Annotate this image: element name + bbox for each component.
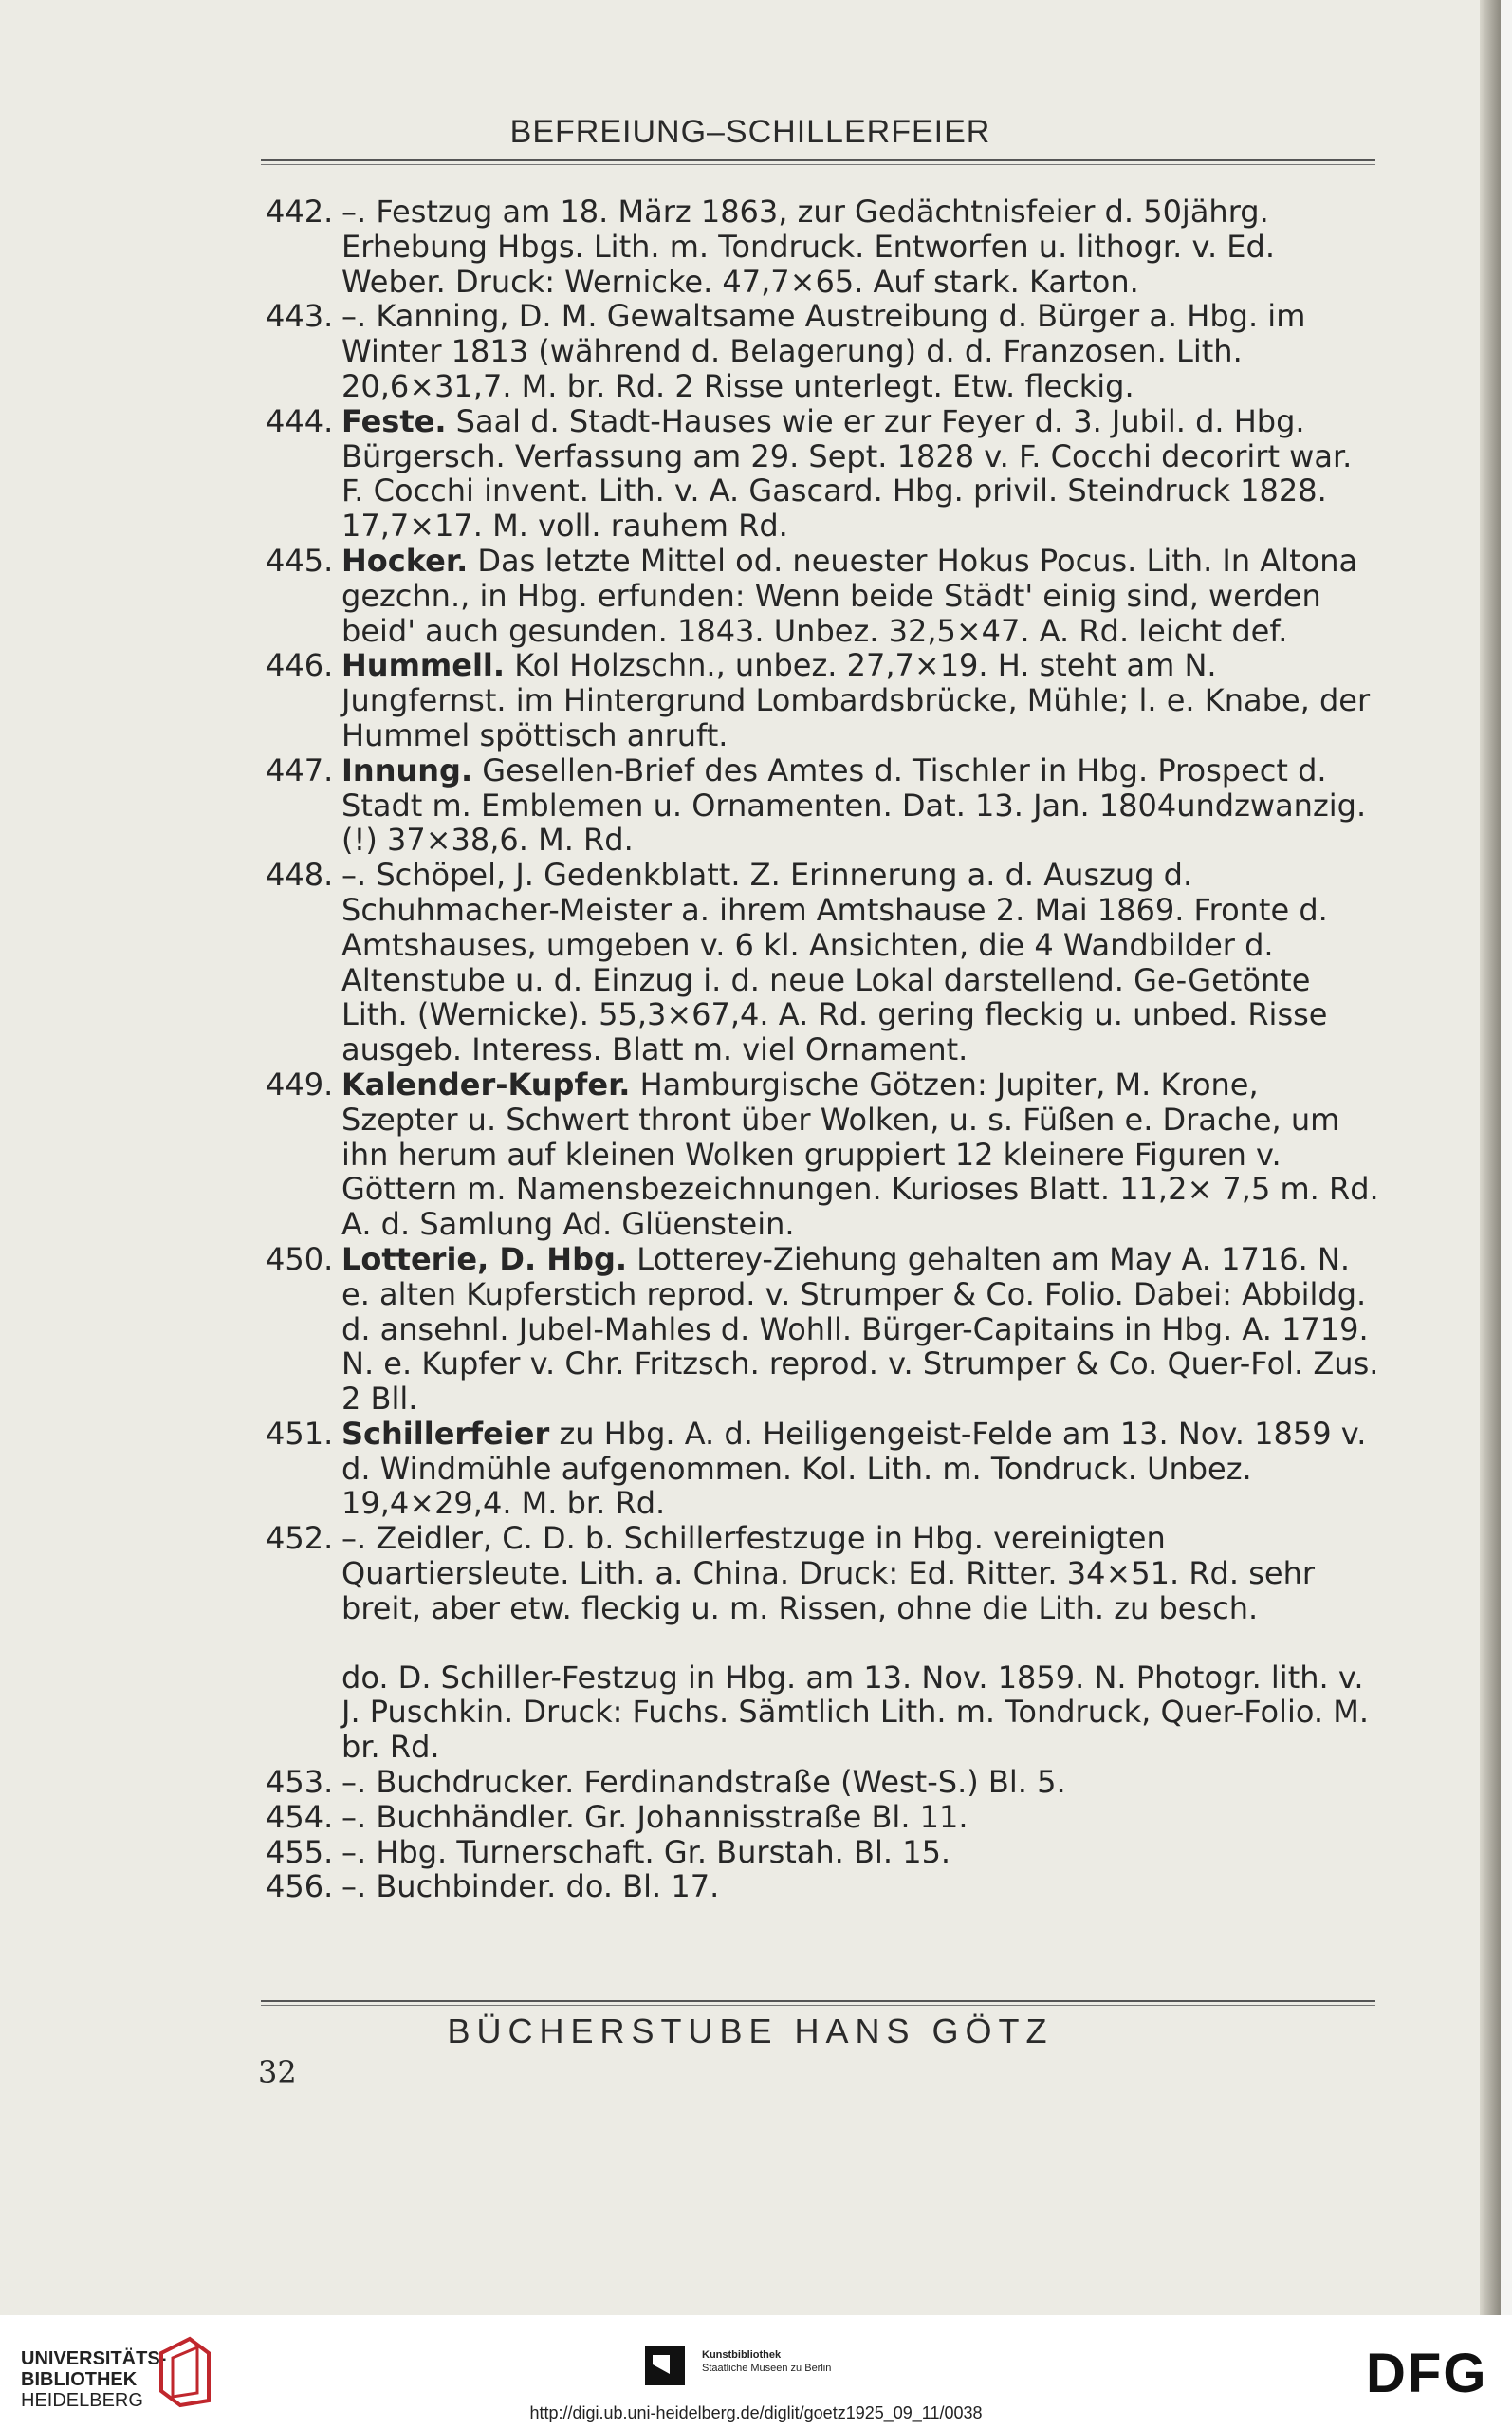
- catalogue-entry: [256, 1835, 1380, 1870]
- ub-logo-line2: BIBLIOTHEK: [21, 2369, 138, 2390]
- ub-logo-line1: UNIVERSITÄTS-: [21, 2348, 167, 2369]
- entry-keyword: Hummell.: [341, 647, 506, 684]
- entry-number: 447.: [266, 751, 334, 788]
- ub-logo-line3: HEIDELBERG: [21, 2390, 143, 2411]
- entry-text: zu Hbg. A. d. Heiligengeist-Felde am 13. Nov. 1859 v. d. Windmühle aufgenommen. Kol. Lith. m. Tondruck. Unbez. 19,4×29,4. M. br. Rd.: [341, 1415, 1367, 1522]
- entry-keyword: Innung.: [341, 751, 473, 788]
- catalogue-entry: [256, 1521, 1380, 1625]
- entry-text: Kol Holzschn., unbez. 27,7×19. H. steht am N. Jungfernst. im Hintergrund Lombardsbrücke, Mühle; l. e. Knabe, der Hummel spöttisch anruft.: [341, 647, 1371, 753]
- entry-text: –. Festzug am 18. März 1863, zur Gedächtnisfeier d. 50jährg. Erhebung Hbgs. Lith. m. Tondruck. Entworfen u. lithogr. v. Ed. Weber. Druck: Wernicke. 47,7×65. Auf stark. Karton.: [341, 194, 1275, 300]
- catalogue-entry: [256, 544, 1380, 648]
- entry-keyword: Kalender-Kupfer.: [341, 1066, 631, 1103]
- catalogue-entry: [256, 1800, 1380, 1835]
- dfg-logo: DFG: [1366, 2343, 1488, 2404]
- entry-text: –. Buchdrucker. Ferdinandstraße (West-S.) Bl. 5.: [341, 1764, 1066, 1801]
- kb-line2: Staatliche Museen zu Berlin: [702, 2363, 832, 2374]
- entry-number: 443.: [266, 298, 334, 335]
- page-url[interactable]: http://digi.ub.uni-heidelberg.de/diglit/goetz1925_09_11/0038: [529, 2403, 983, 2422]
- entry-text: –. Buchbinder. do. Bl. 17.: [341, 1868, 720, 1905]
- entry-text: –. Hbg. Turnerschaft. Gr. Burstah. Bl. 15.: [341, 1833, 951, 1870]
- kunstbibliothek-text: [702, 2348, 831, 2375]
- entry-text: Saal d. Stadt-Hauses wie er zur Feyer d. 3. Jubil. d. Hbg. Bürgersch. Verfassung am 29. Sept. 1828 v. F. Cocchi decorirt war. F. Cocchi invent. Lith. v. A. Gascard. Hbg. privil. Steindruck 1828. 17,7×17. M. voll. rauhem Rd.: [341, 402, 1353, 545]
- catalogue-entry: [256, 195, 1380, 299]
- entry-text: –. Zeidler, C. D. b. Schillerfestzuge in Hbg. vereinigten Quartiersleute. Lith. a. China. Druck: Ed. Ritter. 34×51. Rd. sehr breit, aber etw. fleckig u. m. Rissen, ohne die Lith. zu besch.: [341, 1520, 1315, 1626]
- entry-keyword: Schillerfeier: [341, 1415, 550, 1452]
- entry-number: 454.: [266, 1798, 334, 1835]
- entry-number: 445.: [266, 542, 334, 579]
- ub-emblem-icon: [152, 2334, 218, 2410]
- page-edge-shadow: [1480, 0, 1501, 2315]
- entry-text: Hamburgische Götzen: Jupiter, M. Krone, Szepter u. Schwert thront über Wolken, u. s. Füßen e. Drache, um ihn herum auf kleinen Wolken gruppiert 12 kleinere Figuren v. Göttern m. Namensbezeichnungen. Kurioses Blatt. 11,2× 7,5 m. Rd. A. d. Samlung Ad. Glüenstein.: [341, 1066, 1379, 1243]
- catalogue-entry: [256, 404, 1380, 544]
- page-number: 32: [258, 2054, 297, 2090]
- catalogue-entry: [256, 648, 1380, 752]
- entry-number: 450.: [266, 1240, 334, 1277]
- footer-rule-bottom: [261, 2005, 1375, 2006]
- catalogue-entry: [256, 753, 1380, 858]
- catalogue-entries: [256, 195, 1380, 1904]
- catalogue-entry: [256, 1765, 1380, 1800]
- entry-number: 444.: [266, 402, 334, 439]
- entry-keyword: Feste.: [341, 402, 447, 439]
- catalogue-entry: [256, 1660, 1380, 1765]
- entry-text: Das letzte Mittel od. neuester Hokus Pocus. Lith. In Altona gezchn., in Hbg. erfunden: Wenn beide Städt' einig sind, werden beid' auch gesunden. 1843. Unbez. 32,5×47. A. Rd. leicht def.: [341, 542, 1358, 649]
- entry-number: 455.: [266, 1833, 334, 1870]
- header-rule-bottom: [261, 164, 1375, 165]
- catalogue-entry: [256, 1869, 1380, 1904]
- kb-line1: Kunstbibliothek: [702, 2349, 782, 2361]
- entry-text: do. D. Schiller-Festzug in Hbg. am 13. Nov. 1859. N. Photogr. lith. v. J. Puschkin. Druck: Fuchs. Sämtlich Lith. m. Tondruck, Quer-Folio. M. br. Rd.: [341, 1659, 1370, 1766]
- catalogue-entry: [256, 858, 1380, 1067]
- catalogue-entry: [256, 1417, 1380, 1521]
- entry-keyword: Lotterie, D. Hbg.: [341, 1240, 628, 1277]
- entry-keyword: Hocker.: [341, 542, 469, 579]
- entry-text: –. Kanning, D. M. Gewaltsame Austreibung d. Bürger a. Hbg. im Winter 1813 (während d. Belagerung) d. d. Franzosen. Lith. 20,6×31,7. M. br. Rd. 2 Risse unterlegt. Etw. fleckig.: [341, 298, 1306, 404]
- entry-number: 449.: [266, 1066, 334, 1103]
- entry-number: 446.: [266, 647, 334, 684]
- running-head: BEFREIUNG–SCHILLERFEIER: [509, 114, 991, 150]
- entry-text: Lotterey-Ziehung gehalten am May A. 1716. N. e. alten Kupferstich reprod. v. Strumper & Co. Folio. Dabei: Abbildg. d. ansehnl. Jubel-Mahles d. Wohll. Bürger-Capitains in Hbg. A. 1719. N. e. Kupfer v. Chr. Fritzsch. reprod. v. Strumper & Co. Quer-Fol. Zus. 2 Bll.: [341, 1240, 1379, 1418]
- entry-text: –. Schöpel, J. Gedenkblatt. Z. Erinnerung a. d. Auszug d. Schuhmacher-Meister a. ihrem Amtshause 2. Mai 1869. Fronte d. Amtshauses, umgeben v. 6 kl. Ansichten, die 4 Wandbilder d. Altenstube u. d. Einzug i. d. neue Lokal darstellend. Ge-Getönte Lith. (Wernicke). 55,3×67,4. A. Rd. gering fleckig u. unbed. Risse ausgeb. Interess. Blatt m. viel Ornament.: [341, 857, 1328, 1068]
- entry-number: 442.: [266, 194, 334, 230]
- ub-heidelberg-logo[interactable]: [21, 2348, 166, 2411]
- header-rule-top: [261, 159, 1375, 161]
- entry-number: 452.: [266, 1520, 334, 1557]
- catalogue-entry: [256, 1242, 1380, 1417]
- footer-title: BÜCHERSTUBE HANS GÖTZ: [447, 2012, 1054, 2050]
- entry-text: Gesellen-Brief des Amtes d. Tischler in Hbg. Prospect d. Stadt m. Emblemen u. Ornamenten. Dat. 13. Jan. 1804undzwanzig. (!) 37×38,6. M. Rd.: [341, 751, 1367, 859]
- entry-number: 451.: [266, 1415, 334, 1452]
- footer-rule-top: [261, 2000, 1375, 2002]
- entry-number: 456.: [266, 1868, 334, 1905]
- catalogue-entry: [256, 1067, 1380, 1242]
- entry-number: 448.: [266, 857, 334, 894]
- entry-text: –. Buchhändler. Gr. Johannisstraße Bl. 11.: [341, 1798, 968, 1835]
- kunstbibliothek-logo-icon: [645, 2346, 685, 2385]
- entry-number: 453.: [266, 1764, 334, 1801]
- catalogue-entry: [256, 299, 1380, 403]
